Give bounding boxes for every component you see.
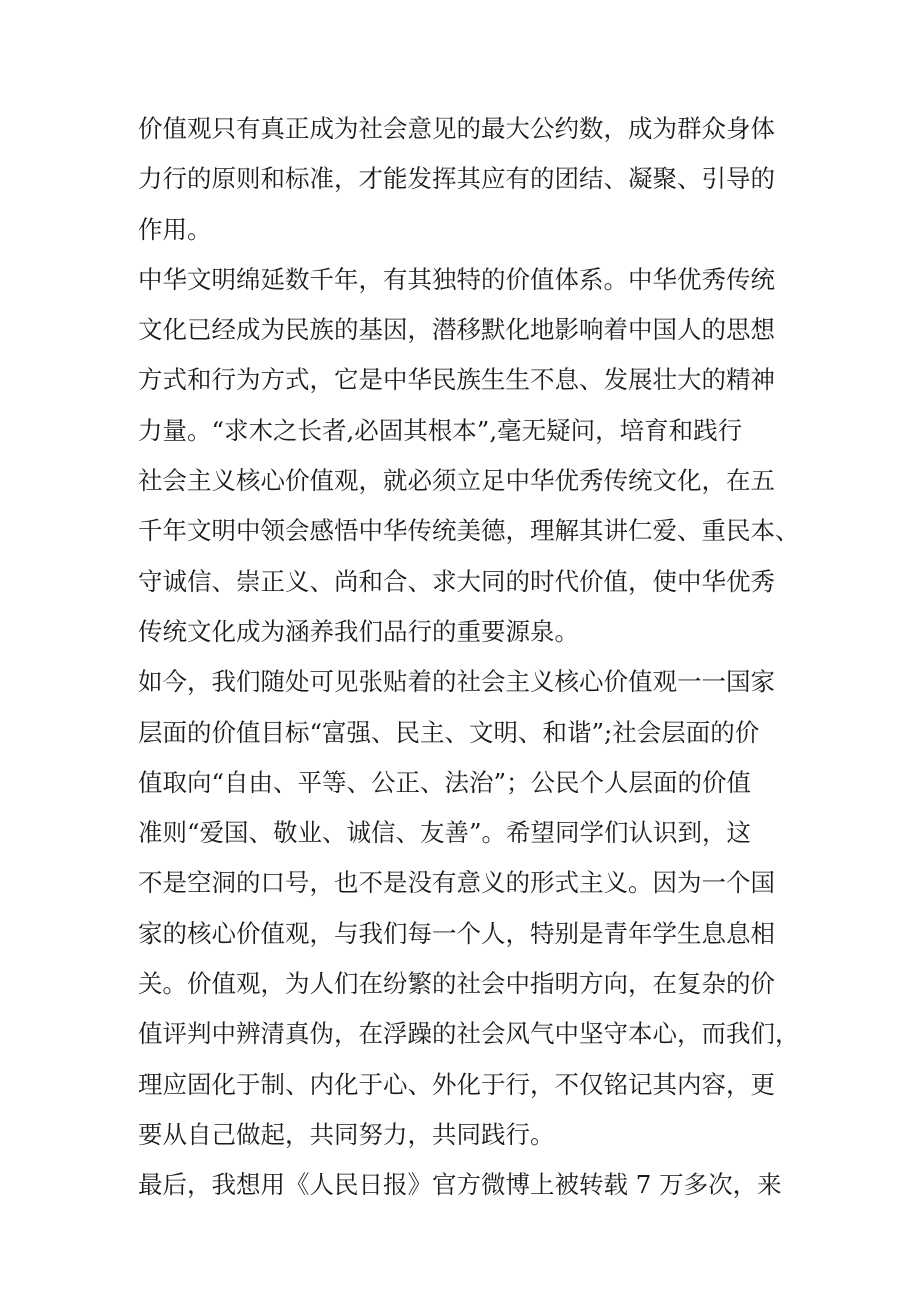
text-line: 家的核心价值观，与我们每一个人，特别是青年学生息息相 xyxy=(138,918,775,948)
text-line: 层面的价值目标“富强、民主、文明、和谐”;社会层面的价 xyxy=(138,717,760,747)
text-line: 文化已经成为民族的基因，潜移默化地影响着中国人的思想 xyxy=(138,315,775,345)
text-line: 中华文明绵延数千年，有其独特的价值体系。中华优秀传统 xyxy=(138,264,775,294)
text-line: 值评判中辨清真伪，在浮躁的社会风气中坚守本心，而我们， xyxy=(138,1019,800,1049)
text-line: 传统文化成为涵养我们品行的重要源泉。 xyxy=(138,616,579,646)
text-line: 守诚信、崇正义、尚和合、求大同的时代价值，使中华优秀 xyxy=(138,566,775,596)
text-line: 关。价值观，为人们在纷繁的社会中指明方向，在复杂的价 xyxy=(138,969,775,999)
text-line: 作用。 xyxy=(138,214,212,244)
text-line: 要从自己做起，共同努力，共同践行。 xyxy=(138,1119,555,1149)
body-text xyxy=(138,104,800,1211)
text-line: 不是空洞的口号，也不是没有意义的形式主义。因为一个国 xyxy=(138,868,775,898)
text-line: 力行的原则和标准，才能发挥其应有的团结、凝聚、引导的 xyxy=(138,164,775,194)
text-line: 方式和行为方式，它是中华民族生生不息、发展壮大的精神 xyxy=(138,365,775,395)
text-line: 价值观只有真正成为社会意见的最大公约数，成为群众身体 xyxy=(138,114,775,143)
text-line: 力量。“求木之长者,必固其根本”,毫无疑问，培育和践行 xyxy=(138,415,743,445)
text-line: 理应固化于制、内化于心、外化于行，不仅铭记其内容，更 xyxy=(138,1069,775,1099)
text-line: 千年文明中领会感悟中华传统美德，理解其讲仁爱、重民本、 xyxy=(138,516,800,546)
text-line: 社会主义核心价值观，就必须立足中华优秀传统文化，在五 xyxy=(138,466,775,496)
text-line: 准则“爱国、敬业、诚信、友善”。希望同学们认识到，这 xyxy=(138,818,752,848)
text-line: 最后，我想用《人民日报》官方微博上被转载 7 万多次，来 xyxy=(138,1170,782,1200)
text-line: 值取向“自由、平等、公正、法治”；公民个人层面的价值 xyxy=(138,767,752,797)
text-line: 如今，我们随处可见张贴着的社会主义核心价值观一一国家 xyxy=(138,667,775,697)
